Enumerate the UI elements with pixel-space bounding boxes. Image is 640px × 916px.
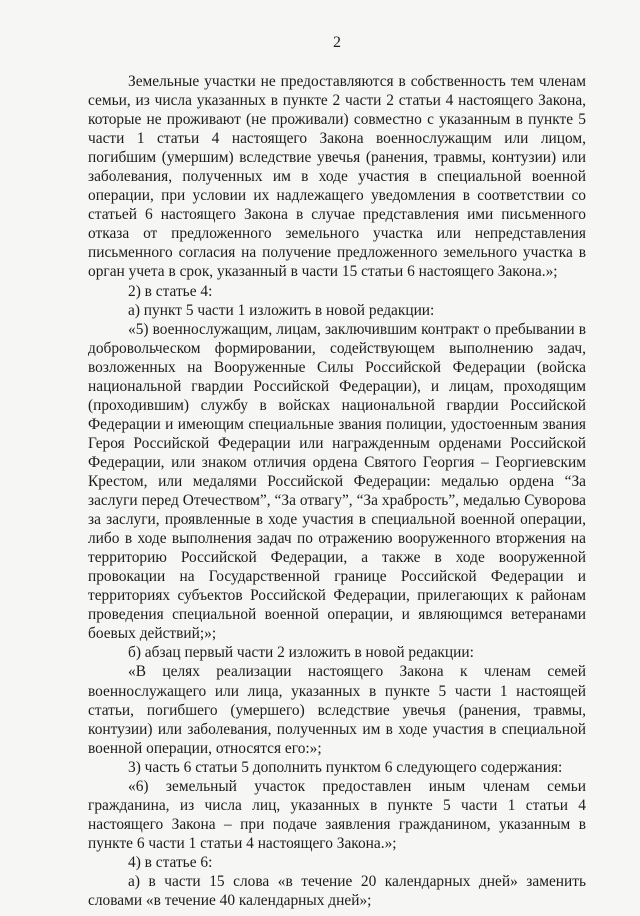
paragraph-item-3-article-5: 3) часть 6 статьи 5 дополнить пунктом 6 следующего содержания: xyxy=(128,758,563,776)
paragraph-land-plots: Земельные участки не предоставляются в собственность тем членам семьи, из числа указанных в пункте 2 части 2 статьи 4 настоящего Закона, которые не проживают (не проживали) совместно с указанным в пункте 5 части 1 статьи 4 настоящего Закона военнослужащим или лицом, погибшим (умершим) вследствие увечья (ранения, травмы, контузии) или заболевания, полученных им в ходе участия в специальной военной операции, при условии их надлежащего уведомления в соответствии со статьей 6 настоящего Закона в случае представления ими письменного отказа от предложенного земельного участка или непредставления письменного согласия на получение предложенного земельного участка в орган учета в срок, указанный в части 15 статьи 6 настоящего Закона.»; xyxy=(88,73,586,281)
paragraph-item-2-article-4: 2) в статье 4: xyxy=(128,282,213,300)
paragraph-subitem-a: а) пункт 5 части 1 изложить в новой редакции: xyxy=(128,301,435,319)
document-body xyxy=(88,72,586,910)
paragraph-subitem-b: б) абзац первый части 2 изложить в новой редакции: xyxy=(128,644,474,662)
page-number: 2 xyxy=(333,34,341,51)
paragraph-family-members: «В целях реализации настоящего Закона к членам семей военнослужащего или лица, указанных в пункте 5 части 1 настоящей статьи, погибшего (умершего) вследствие увечья (ранения, травмы, контузии) или заболевания, полученных им в ходе участия в специальной военной операции, относятся его:»; xyxy=(88,663,586,757)
paragraph-military-servicemen: «5) военнослужащим, лицам, заключившим контракт о пребывании в добровольческом формировании, содействующем выполнению задач, возложенных на Вооруженные Силы Российской Федерации (войска национальной гвардии Российской Федерации), и лицам, проходящим (проходившим) службу в войсках национальной гвардии Российской Федерации и имеющим специальные звания полиции, удостоенным звания Героя Российской Федерации или награжденным орденами Российской Федерации, или знаком отличия ордена Святого Георгия – Георгиевским Крестом, или медалями Российской Федерации: медалью ордена “За заслуги перед Отечеством”, “За отвагу”, “За храбрость”, медалью Суворова за заслуги, проявленные в ходе участия в специальной военной операции, либо в ходе выполнения задач по отражению вооруженного вторжения на территорию Российской Федерации, а также в ходе вооруженной провокации на Государственной границе Российской Федерации и территориях субъектов Российской Федерации, прилегающих к районам проведения специальной военной операции, и являющимся ветеранами боевых действий;»; xyxy=(88,320,586,643)
paragraph-land-plot-provided: «6) земельный участок предоставлен иным членам семьи гражданина, из числа лиц, указанных в пункте 5 части 1 статьи 4 настоящего Закона – при подаче заявления гражданином, указанным в пункте 6 части 1 статьи 4 настоящего Закона.»; xyxy=(88,777,586,852)
paragraph-subitem-a-part-15: а) в части 15 слова «в течение 20 календарных дней» заменить словами «в течение 40 календарных дней»; xyxy=(88,872,586,910)
paragraph-item-4-article-6: 4) в статье 6: xyxy=(128,853,213,871)
